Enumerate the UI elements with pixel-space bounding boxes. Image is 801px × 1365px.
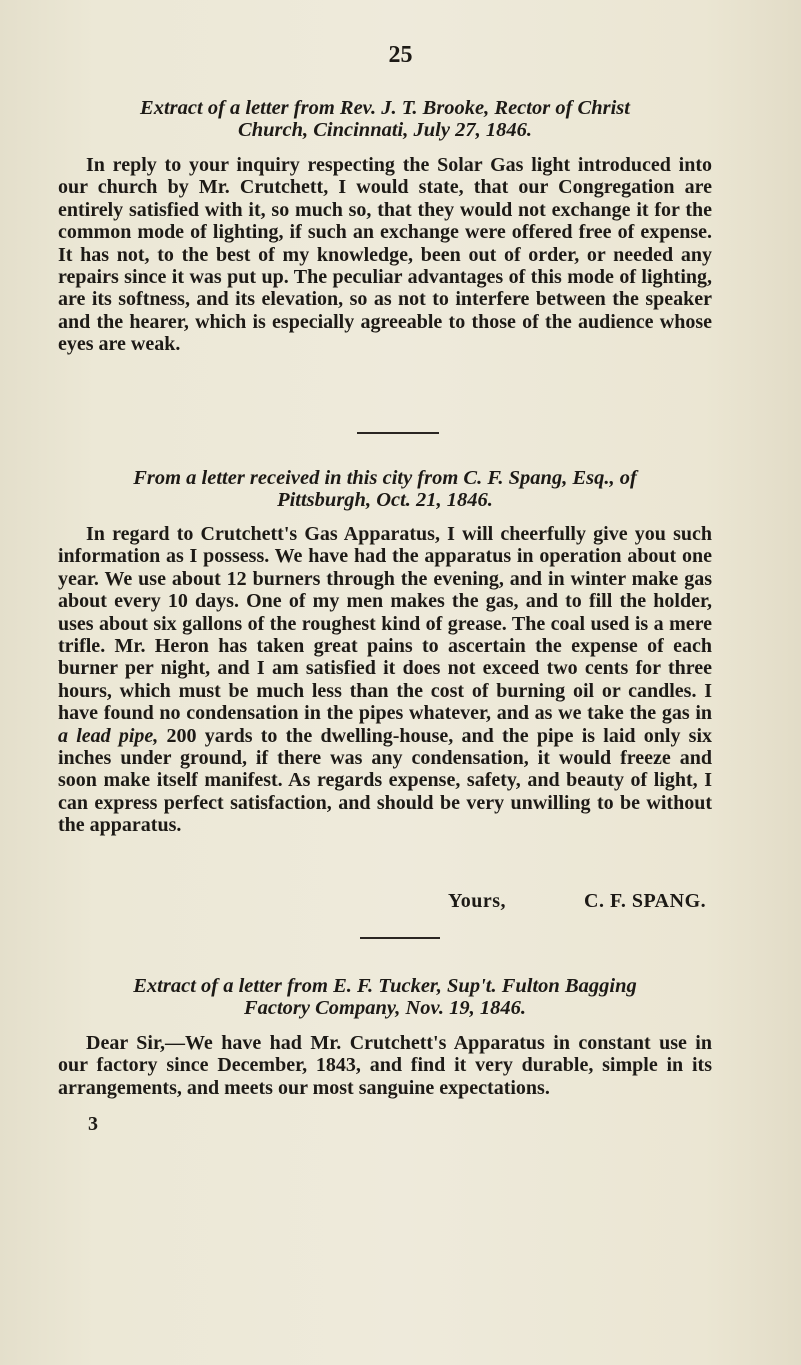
section-heading-line: Factory Company, Nov. 19, 1846. [243,997,527,1019]
section-divider [360,937,440,939]
letter-extract-tucker [58,975,712,1019]
letter-body-tucker [58,1032,712,1099]
section-heading-line: From a letter received in this city from C. F. Spang, Esq., of [133,467,637,489]
section-heading-line: Pittsburgh, Oct. 21, 1846. [277,489,493,511]
letter-paragraph: Dear Sir,—We have had Mr. Crutchett's Apparatus in constant use in our factory since December, 1843, and find it very durable, simple in its arrangements, and meets our most sanguine expectations. [58,1032,712,1099]
section-heading-line: Church, Cincinnati, July 27, 1846. [238,119,532,141]
section-divider [357,432,439,434]
letter-closing: Yours, [448,890,507,912]
page-number: 25 [388,42,413,68]
section-heading-line: Extract of a letter from Rev. J. T. Brooke, Rector of Christ [140,97,630,119]
emphasis-text: a lead pipe, [58,724,159,747]
letter-extract-spang [58,467,712,511]
signature-mark: 3 [88,1113,98,1135]
paragraph-text: 200 yards to the dwelling-house, and the pipe is laid only six inches under ground, if there was any condensation, it would freeze and soon make itself manifest. As regards expense, safety, and beauty of light, I can express perfect satisfaction, and should be very unwilling to be without the apparatus. [58,724,713,837]
letter-paragraph: In reply to your inquiry respecting the Solar Gas light introduced into our church by Mr. Crutchett, I would state, that our Congregation are entirely satisfied with it, so much so, that they would not exchange it for the common mode of lighting, if such an exchange were offered free of expense. It has not, to the best of my knowledge, been out of order, or needed any repairs since it was put up. The peculiar advantages of this mode of lighting, are its softness, and its elevation, so as not to interfere between the speaker and the hearer, which is especially agreeable to those of the audience whose eyes are weak. [58,154,712,356]
letter-signature: C. F. SPANG. [584,890,707,912]
letter-paragraph [58,523,712,837]
letter-body-brooke [58,154,712,356]
letter-extract-brooke [58,97,712,141]
paragraph-text: In regard to Crutchett's Gas Apparatus, I will cheerfully give you such information as I possess. We have had the apparatus in operation about one year. We use about 12 burners through the evening, and in winter make gas about every 10 days. One of my men makes the gas, and to fill the holder, uses about six gallons of the roughest kind of grease. The coal used is a mere trifle. Mr. Heron has taken great pains to ascertain the expense of each burner per night, and I am satisfied it does not exceed two cents for three hours, which must be much less than the cost of burning oil or candles. I have found no condensation in the pipes whatever, and as we take the gas in [58,523,712,725]
section-heading-line: Extract of a letter from E. F. Tucker, Sup't. Fulton Bagging [133,975,637,997]
letter-body-spang [58,523,712,837]
